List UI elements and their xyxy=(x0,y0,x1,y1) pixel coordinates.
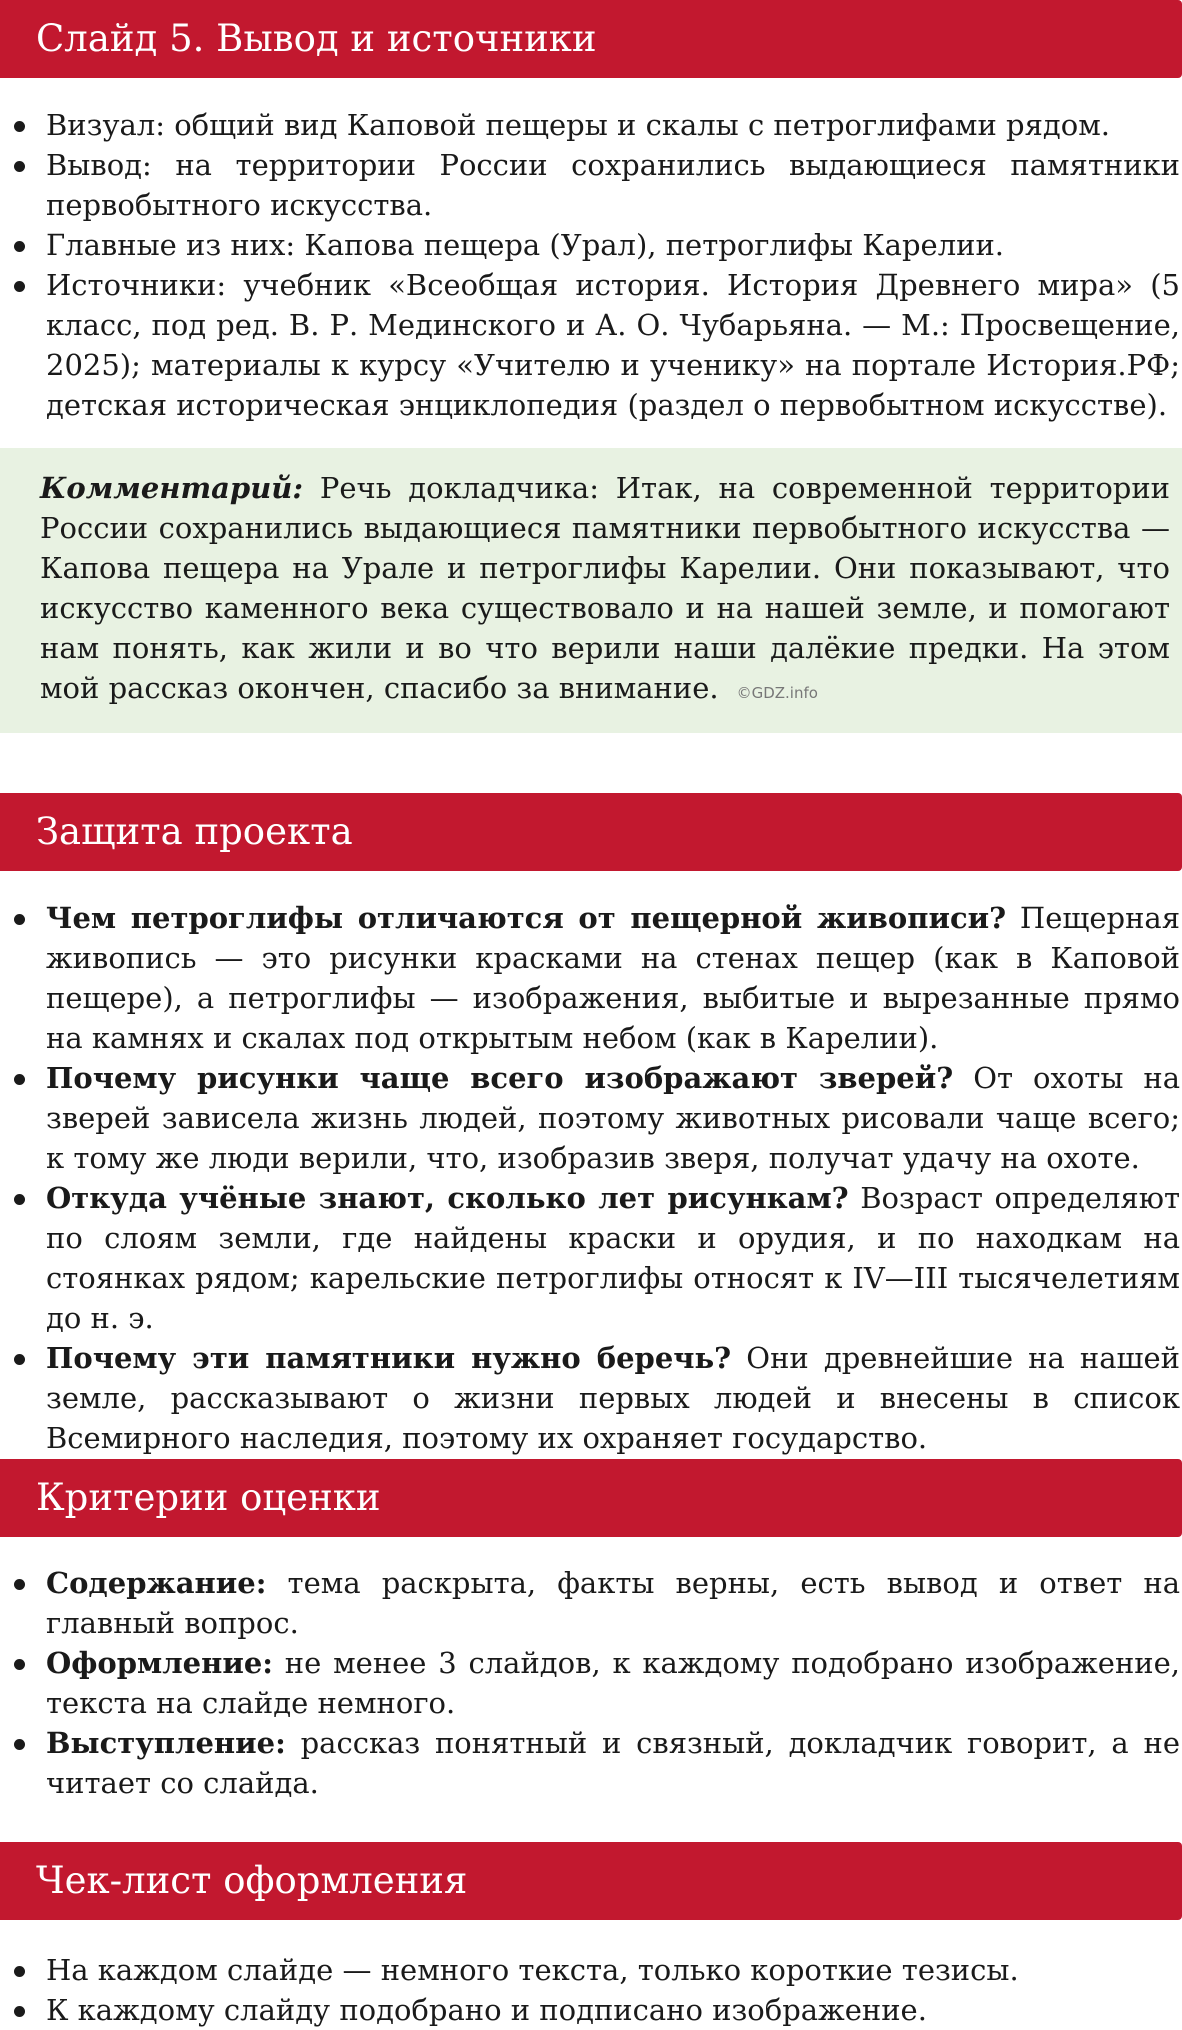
list-item xyxy=(10,1178,1180,1338)
comment-box xyxy=(0,448,1182,733)
bullet-icon xyxy=(14,2006,25,2017)
criteria-title: Критерии оценки xyxy=(36,1476,381,1519)
answer: Они древнейшие на нашей земле, рассказывают о жизни первых людей и внесены в список Всемирного наследия, поэтому их охраняет государство. xyxy=(46,1341,1180,1455)
bullet-icon xyxy=(14,1659,25,1670)
defense-title: Защита проекта xyxy=(36,810,353,853)
bullet-icon xyxy=(14,1966,25,1977)
list-item: Вывод: на территории России сохранились выдающиеся памятники первобытного искусства. xyxy=(10,145,1180,225)
question: Почему эти памятники нужно беречь? xyxy=(46,1341,732,1375)
checklist-list xyxy=(10,1950,1180,2030)
question: Чем петроглифы отличаются от пещерной живописи? xyxy=(46,901,1007,935)
bullet-icon xyxy=(14,1579,25,1590)
checklist-title: Чек-лист оформления xyxy=(36,1859,468,1902)
list-item: Главные из них: Капова пещера (Урал), петроглифы Карелии. xyxy=(10,225,1180,265)
criterion-name: Оформление: xyxy=(46,1646,274,1680)
comment-label: Комментарий: xyxy=(40,471,304,505)
criteria-list-block xyxy=(10,1563,1180,1803)
bullet-icon xyxy=(14,1354,25,1365)
criteria-list xyxy=(10,1563,1180,1803)
list-item: На каждом слайде — немного текста, только короткие тезисы. xyxy=(10,1950,1180,1990)
criterion-name: Выступление: xyxy=(46,1726,286,1760)
list-item xyxy=(10,898,1180,1058)
answer: Пещерная живопись — это рисунки красками на стенах пещер (как в Каповой пещере), а петроглифы — изображения, выбитые и вырезанные прямо на камнях и скалах под открытым небом (как в Карелии). xyxy=(46,901,1180,1055)
list-item xyxy=(10,1723,1180,1803)
list-item xyxy=(10,1338,1180,1458)
question: Почему рисунки чаще всего изображают зверей? xyxy=(46,1061,954,1095)
list-item: Источники: учебник «Всеобщая история. История Древнего мира» (5 класс, под ред. В. Р. Мединского и А. О. Чубарьяна. — М.: Просвещение, 2025); материалы к курсу «Учителю и ученику» на портале История.РФ; детская историческая энциклопедия (раздел о первобытном искусстве). xyxy=(10,265,1180,425)
slide5-list-block xyxy=(10,105,1180,425)
list-item: Визуал: общий вид Каповой пещеры и скалы с петроглифами рядом. xyxy=(10,105,1180,145)
question: Откуда учёные знают, сколько лет рисункам? xyxy=(46,1181,849,1215)
bullet-icon xyxy=(14,914,25,925)
criterion-text: рассказ понятный и связный, докладчик говорит, а не читает со слайда. xyxy=(46,1726,1180,1800)
list-item xyxy=(10,1058,1180,1178)
answer: От охоты на зверей зависела жизнь людей, поэтому животных рисовали чаще всего; к тому же люди верили, что, изобразив зверя, получат удачу на охоте. xyxy=(46,1061,1180,1175)
comment-paragraph xyxy=(40,468,1170,713)
criterion-name: Содержание: xyxy=(46,1566,267,1600)
comment-text: Речь докладчика: Итак, на современной территории России сохранились выдающиеся памятники первобытного искусства — Капова пещера на Урале и петроглифы Карелии. Они показывают, что искусство каменного века существовало и на нашей земле, и помогают нам понять, как жили и во что верили наши далёкие предки. На этом мой рассказ окончен, спасибо за внимание. xyxy=(40,471,1170,705)
list-item xyxy=(10,1643,1180,1723)
defense-list-block xyxy=(10,898,1180,1458)
defense-list xyxy=(10,898,1180,1458)
bullet-icon xyxy=(14,1194,25,1205)
checklist-list-block xyxy=(10,1950,1180,2030)
bullet-icon xyxy=(14,1739,25,1750)
bullet-icon xyxy=(14,241,25,252)
watermark-text: ©GDZ.info xyxy=(736,684,818,702)
slide5-title: Слайд 5. Вывод и источники xyxy=(36,17,597,60)
bullet-icon xyxy=(14,161,25,172)
slide5-header xyxy=(0,0,1182,78)
checklist-header xyxy=(0,1842,1182,1920)
defense-header xyxy=(0,793,1182,871)
list-item xyxy=(10,1563,1180,1643)
bullet-icon xyxy=(14,1074,25,1085)
answer: Возраст определяют по слоям земли, где найдены краски и орудия, и по находкам на стоянках рядом; карельские петроглифы относят к IV—III тысячелетиям до н. э. xyxy=(46,1181,1181,1335)
bullet-icon xyxy=(14,281,25,292)
criterion-text: тема раскрыта, факты верны, есть вывод и ответ на главный вопрос. xyxy=(46,1566,1180,1640)
criteria-header xyxy=(0,1459,1182,1537)
slide5-list xyxy=(10,105,1180,425)
bullet-icon xyxy=(14,121,25,132)
list-item: К каждому слайду подобрано и подписано изображение. xyxy=(10,1990,1180,2030)
criterion-text: не менее 3 слайдов, к каждому подобрано изображение, текста на слайде немного. xyxy=(46,1646,1180,1720)
